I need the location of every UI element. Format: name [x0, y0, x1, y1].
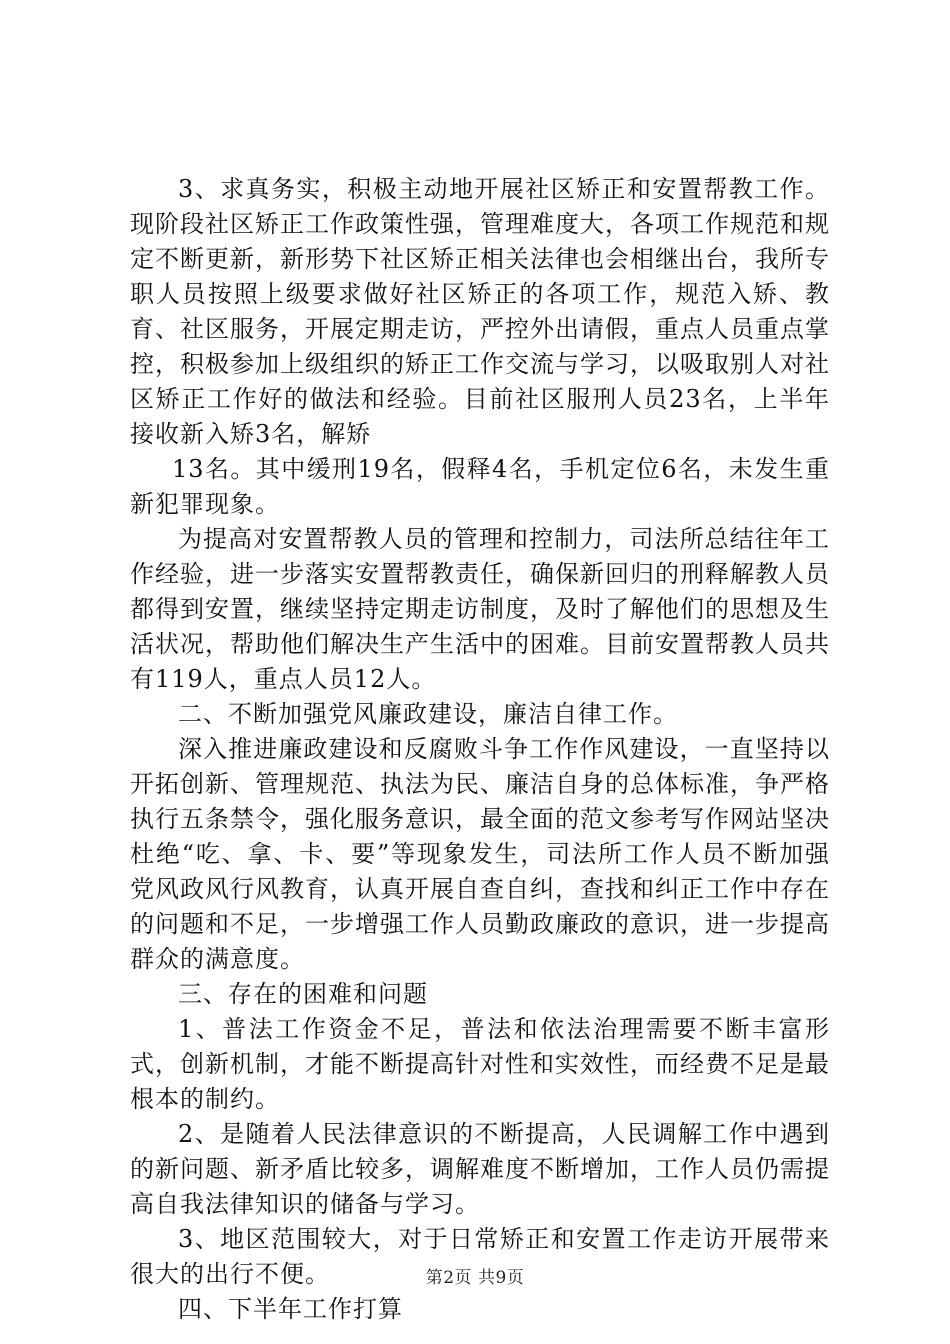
- document-body: [130, 172, 830, 1327]
- paragraph-community-correction: 3、求真务实，积极主动地开展社区矫正和安置帮教工作。现阶段社区矫正工作政策性强，管理难度大，各项工作规范和规定不断更新，新形势下社区矫正相关法律也会相继出台，我所专职人员按照上级要求做好社区矫正的各项工作，规范入矫、教育、社区服务，开展定期走访，严控外出请假，重点人员重点掌控，积极参加上级组织的矫正工作交流与学习，以吸取别人对社区矫正工作好的做法和经验。目前社区服刑人员23名，上半年接收新入矫3名，解矫: [130, 175, 830, 448]
- section-heading-problems: 三、存在的困难和问题: [178, 980, 428, 1008]
- page-number-footer: 第2页 共9页: [425, 1268, 525, 1288]
- paragraph-problem-area: 3、地区范围较大，对于日常矫正和安置工作走访开展带来很大的出行不便。: [130, 1225, 830, 1288]
- paragraph-correction-statistics: 13名。其中缓刑19名，假释4名，手机定位6名，未发生重新犯罪现象。: [130, 455, 830, 518]
- paragraph-problem-funding: 1、普法工作资金不足，普法和依法治理需要不断丰富形式，创新机制，才能不断提高针对性和实效性，而经费不足是最根本的制约。: [130, 1015, 830, 1113]
- section-heading-plan: 四、下半年工作打算: [178, 1295, 403, 1323]
- section-heading-integrity: 二、不断加强党风廉政建设，廉洁自律工作。: [178, 700, 678, 728]
- paragraph-anti-corruption: 深入推进廉政建设和反腐败斗争工作作风建设，一直坚持以开拓创新、管理规范、执法为民、廉洁自身的总体标准，争严格执行五条禁令，强化服务意识，最全面的范文参考写作网站坚决杜绝“吃、拿、卡、要”等现象发生，司法所工作人员不断加强党风政风行风教育，认真开展自查自纠，查找和纠正工作中存在的问题和不足，一步增强工作人员勤政廉政的意识，进一步提高群众的满意度。: [130, 735, 830, 973]
- paragraph-resettlement-assistance: 为提高对安置帮教人员的管理和控制力，司法所总结往年工作经验，进一步落实安置帮教责任，确保新回归的刑释解教人员都得到安置，继续坚持定期走访制度，及时了解他们的思想及生活状况，帮助他们解决生产生活中的困难。目前安置帮教人员共有119人，重点人员12人。: [130, 525, 830, 693]
- paragraph-problem-mediation: 2、是随着人民法律意识的不断提高，人民调解工作中遇到的新问题、新矛盾比较多，调解难度不断增加，工作人员仍需提高自我法律知识的储备与学习。: [130, 1120, 830, 1218]
